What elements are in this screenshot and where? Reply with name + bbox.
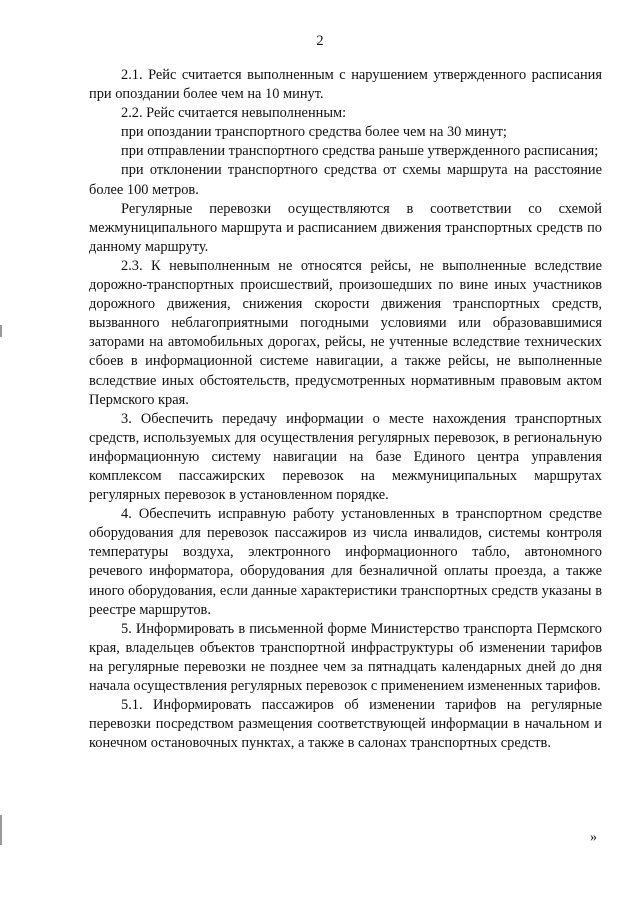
paragraph-2-2-item-1: при опоздании транспортного средства более чем на 30 минут; xyxy=(121,124,507,141)
paragraph-5: 5. Информировать в письменной форме Министерство транспорта Пермского края, владельцев объектов транспортной инфраструктуры об изменении тарифов на регулярные перевозки не позднее чем за пятнадцать календарных дней до дня начала осуществления регулярных перевозок с применением измененных тарифов. xyxy=(89,620,602,694)
paragraph-4: 4. Обеспечить исправную работу установленных в транспортном средстве оборудования для перевозок пассажиров из числа инвалидов, системы контроля температуры воздуха, электронного информационного табло, автономного речевого информатора, оборудования для безналичной оплаты проезда, а также иного оборудования, если данные характеристики транспортных средств указаны в реестре маршрутов. xyxy=(89,506,602,618)
paragraph-2-2: 2.2. Рейс считается невыполненным: xyxy=(121,105,347,122)
paragraph-regular-transport: Регулярные перевозки осуществляются в соответствии со схемой межмуниципального маршрута и расписанием движения транспортных средств по данному маршруту. xyxy=(89,200,602,255)
paragraph-3: 3. Обеспечить передачу информации о месте нахождения транспортных средств, используемых для осуществления регулярных перевозок, в региональную информационную систему навигации на базе Единого центра управления комплексом пассажирских перевозок на межмуниципальных маршрутах регулярных перевозок в установленном порядке. xyxy=(89,410,602,504)
page-number: 2 xyxy=(316,33,324,49)
paragraph-5-1: 5.1. Информировать пассажиров об изменении тарифов на регулярные перевозки посредством размещения соответствующей информации в начальном и конечном остановочных пунктах, а также в салонах транспортных средств. xyxy=(89,697,602,752)
scan-edge-mark xyxy=(0,815,2,845)
paragraph-2-1: 2.1. Рейс считается выполненным с нарушением утвержденного расписания при опоздании более чем на 10 минут. xyxy=(89,67,602,103)
continuation-mark: » xyxy=(590,830,597,845)
document-body xyxy=(89,66,602,753)
paragraph-2-2-item-3: при отклонении транспортного средства от схемы маршрута на расстояние более 100 метров. xyxy=(89,162,602,198)
paragraph-2-3: 2.3. К невыполненным не относятся рейсы, не выполненные вследствие дорожно-транспортных происшествий, произошедших по вине иных участников дорожного движения, снижения скорости движения транспортных средств, вызванного неблагоприятными погодными условиями или образовавшимися заторами на автомобильных дорогах, рейсы, не учтенные вследствие технических сбоев в информационной системе навигации, а также рейсы, не выполненные вследствие иных обстоятельств, предусмотренных нормативным правовым актом Пермского края. xyxy=(89,257,602,408)
paragraph-2-2-item-2: при отправлении транспортного средства раньше утвержденного расписания; xyxy=(121,143,599,160)
scan-edge-mark xyxy=(0,325,2,337)
